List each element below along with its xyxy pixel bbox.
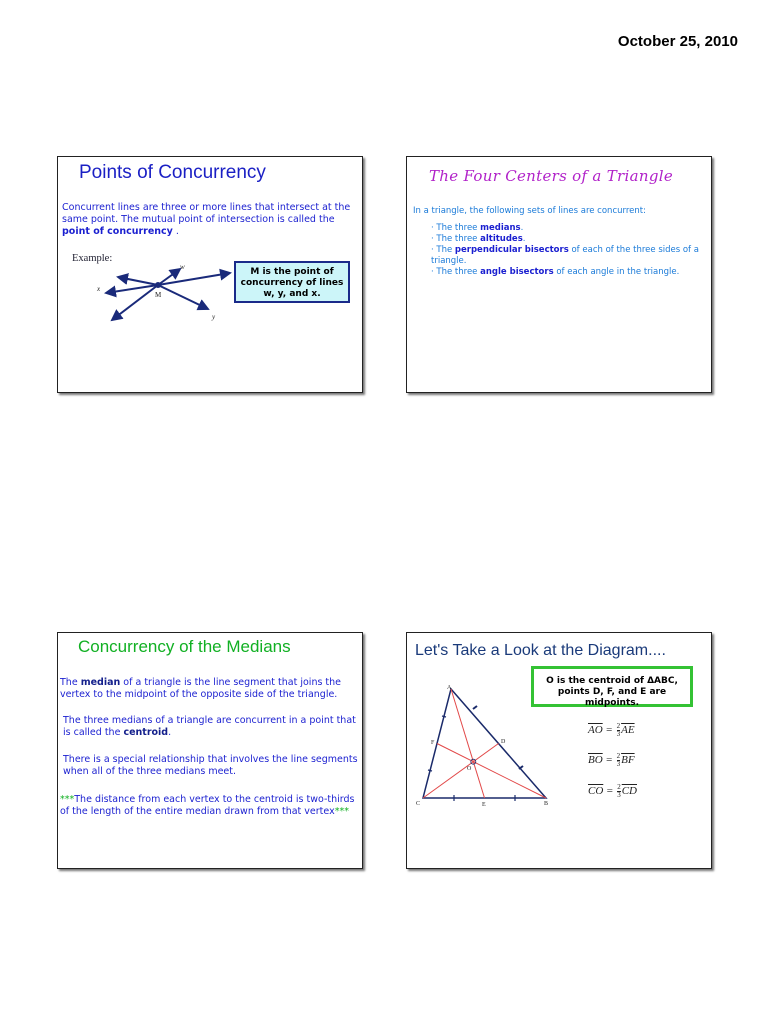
- list-item-post: .: [522, 234, 526, 244]
- fraction: [617, 753, 621, 768]
- tick-ad: [473, 706, 477, 709]
- tick-fc: [428, 770, 432, 771]
- formula-bo: [588, 753, 635, 768]
- label-f: F: [431, 740, 435, 746]
- centroid-definition-post: .: [168, 727, 172, 738]
- equals-sign: =: [606, 785, 614, 798]
- formula-lhs: $\overline{AO}$: [588, 724, 603, 737]
- slide-title: Let's Take a Look at the Diagram....: [415, 642, 666, 659]
- line-x-right: [158, 273, 230, 285]
- label-w: w: [180, 263, 185, 271]
- formula-co: [588, 784, 637, 799]
- centroid-definition: [63, 715, 361, 739]
- slide-points-of-concurrency[interactable]: [57, 156, 363, 393]
- formula-rhs: $\overline{CD}$: [621, 785, 637, 798]
- centroid-definition-pre: The three medians of a triangle are concurrent in a point that is called the: [63, 715, 356, 738]
- list-item-pre: · The three: [431, 223, 481, 233]
- formula-rhs: $\overline{AE}$: [621, 724, 635, 737]
- list-item-term: altitudes: [480, 234, 523, 244]
- fraction: [617, 723, 621, 738]
- list-item-pre: · The three: [431, 267, 481, 277]
- label-y: y: [212, 313, 216, 321]
- concurrent-lines-list: [407, 223, 712, 278]
- slide-title: Points of Concurrency: [79, 162, 266, 183]
- fraction-denominator: 3: [617, 791, 621, 799]
- asterisks-open: ***: [60, 794, 75, 805]
- centroid-note-line2: points D, F, and E are midpoints.: [557, 687, 667, 708]
- label-m: M: [155, 291, 162, 299]
- line-y-right: [158, 285, 208, 309]
- slide-four-centers[interactable]: [406, 156, 712, 393]
- fraction: [617, 784, 621, 799]
- line-y-left: [118, 277, 158, 285]
- median-bf: [437, 744, 546, 799]
- page-date: October 25, 2010: [617, 33, 738, 50]
- two-thirds-rule: [60, 794, 363, 818]
- median-term: median: [80, 677, 121, 688]
- concurrent-lines-diagram: [94, 257, 234, 327]
- triangle-abc: [423, 689, 546, 798]
- asterisks-close: ***: [334, 806, 349, 817]
- formula-lhs: $\overline{BO}$: [588, 754, 603, 767]
- slide-title: Concurrency of the Medians: [78, 637, 291, 656]
- definition-text-pre: Concurrent lines are three or more lines that intersect at the same point. The mutual point of intersection is called the: [62, 202, 351, 225]
- centroid-note-line1: O is the centroid of ΔABC,: [546, 676, 678, 686]
- fraction-denominator: 3: [616, 760, 621, 768]
- label-b: B: [544, 801, 549, 807]
- formula-rhs: $\overline{BF}$: [621, 754, 635, 767]
- median-definition-post: of a triangle is the line segment that joins the vertex to the midpoint of the opposite side of the triangle.: [60, 677, 342, 700]
- median-ae: [451, 689, 485, 798]
- fraction-numerator: 2: [616, 722, 621, 730]
- slide-concurrency-of-medians[interactable]: [57, 632, 363, 869]
- label-x: x: [97, 285, 101, 293]
- list-item: [431, 267, 712, 278]
- centroid-term: centroid: [123, 727, 169, 738]
- definition-term: point of concurrency: [62, 226, 173, 237]
- definition-text: [62, 202, 352, 238]
- fraction-numerator: 2: [616, 752, 621, 760]
- median-definition-pre: The: [60, 677, 81, 688]
- label-o: O: [467, 766, 472, 772]
- list-item: [431, 245, 712, 267]
- list-item-post: .: [520, 223, 524, 233]
- list-item-pre: · The: [431, 245, 455, 255]
- list-item-pre: · The three: [431, 234, 481, 244]
- label-e: E: [482, 802, 486, 808]
- list-item: [431, 234, 712, 245]
- list-item-post: of each angle in the triangle.: [553, 267, 680, 277]
- equals-sign: =: [605, 724, 613, 737]
- list-item-term: medians: [480, 223, 521, 233]
- list-item-term: angle bisectors: [480, 267, 554, 277]
- centroid-note: [531, 666, 693, 707]
- slide-diagram[interactable]: [406, 632, 712, 869]
- two-thirds-rule-body: The distance from each vertex to the centroid is two-thirds of the length of the entire median drawn from that vertex: [60, 794, 355, 817]
- list-item-post: of each of the three sides of a triangle.: [431, 245, 699, 266]
- label-d: D: [501, 739, 506, 745]
- definition-text-post: .: [172, 226, 179, 237]
- label-c: C: [416, 801, 421, 807]
- slide-title: The Four Centers of a Triangle: [429, 167, 673, 185]
- label-a: A: [447, 685, 452, 691]
- example-label: Example:: [72, 253, 113, 264]
- intro-text: In a triangle, the following sets of lines are concurrent:: [413, 206, 646, 216]
- formula-lhs: $\overline{CO}$: [588, 785, 604, 798]
- median-definition: [60, 677, 362, 701]
- equals-sign: =: [605, 754, 613, 767]
- fraction-numerator: 2: [617, 783, 621, 791]
- tick-db: [519, 766, 523, 769]
- tick-af: [442, 716, 446, 717]
- relationship-text: There is a special relationship that involves the line segments when all of the three medians meet.: [63, 754, 358, 777]
- formula-ao: [588, 723, 635, 738]
- list-item-term: perpendicular bisectors: [454, 245, 569, 255]
- fraction-denominator: 3: [616, 730, 621, 738]
- concurrency-note: M is the point of concurrency of lines w, y, and x.: [234, 261, 350, 303]
- point-m: [155, 282, 161, 288]
- list-item: [431, 223, 712, 234]
